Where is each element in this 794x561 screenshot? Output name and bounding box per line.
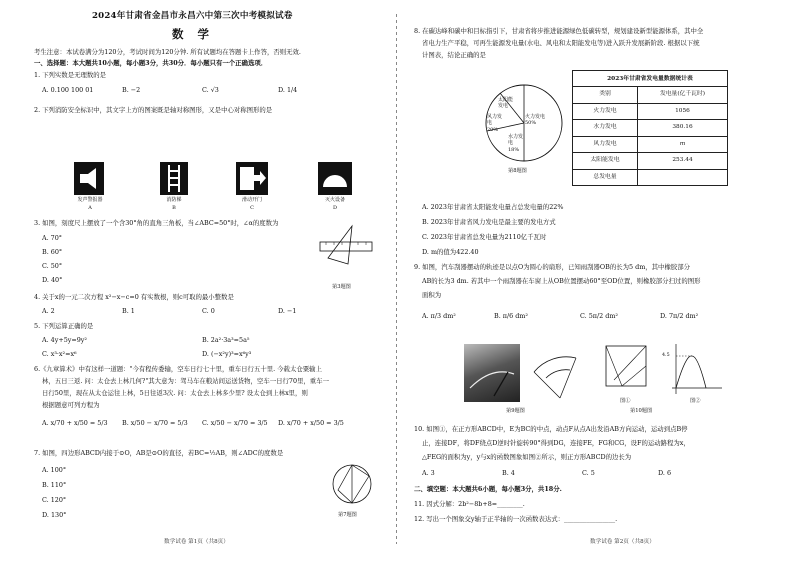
q4-stem: 4. 关于x的一元二次方程 x²−x−c=0 有实数根，则c可取的最小整数是	[34, 293, 234, 301]
table-cell: 水力发电	[573, 120, 638, 137]
q2-letter-b: B	[172, 205, 176, 211]
table-header-cell: 类别	[573, 87, 638, 104]
table-cell: 总发电量	[573, 169, 638, 186]
q10-stem-line-3: △FEG的面积为y，y与x的函数图象如图②所示，则正方形ABCD的边长为	[422, 453, 632, 461]
q2-sign-label-b: 消防梯	[166, 197, 182, 203]
q10-option-c: C. 5	[582, 469, 595, 477]
q9-sector-figure	[526, 348, 586, 404]
table-cell	[638, 169, 728, 186]
exam-notice: 考生注意：本试卷满分为120分，考试时间为120分钟. 所有试题均在答题卡上作答，否则无效.	[34, 48, 301, 56]
q2-stem: 2. 下列消防安全标识中，其文字上方的图案既是轴对称图形，又是中心对称图形的是	[34, 106, 273, 114]
table-cell: 1056	[638, 103, 728, 120]
q2-sign-label-d: 灭火设备	[324, 197, 345, 203]
q5-option-b: B. 2a²·3a³=5a⁵	[202, 336, 250, 344]
q7-circle-figure	[330, 460, 374, 508]
section-1-heading: 一、选择题：本大题共10小题，每小题3分，共30分．每小题只有一个正确选项．	[34, 59, 268, 67]
q2-sign-label-c: 滑动开门	[241, 197, 262, 203]
section-2-heading: 二、填空题：本大题共6小题，每小题3分，共18分.	[414, 485, 562, 493]
q5-option-a: A. 4y+5y=9y²	[42, 336, 87, 344]
q9-option-b: B. π/6 dm²	[494, 312, 528, 320]
sliding-door-sign-icon	[236, 162, 268, 195]
q8-option-a: A. 2023年甘肃省太阳能发电量占总发电量的22%	[422, 203, 564, 211]
q6-stem-line-1: 6.《九章算术》中有这样一道题："今有程传委输，空车日行七十里，重车日行五十里. 今载太仓粟输上	[34, 365, 322, 373]
q5-stem: 5. 下列运算正确的是	[34, 322, 94, 330]
left-page	[0, 0, 396, 561]
q6-option-b: B. x/50 − x/70 = 5/3	[122, 419, 188, 427]
q4-option-b: B. 1	[122, 307, 135, 315]
q10-stem-line-2: 止，连接DF，将DF绕点D逆时针旋转90°得到DG，连接FE，FG和CG，设F的运动路程为x，	[422, 439, 690, 447]
q8-table-title: 2023年甘肃省发电量数据统计表	[607, 76, 693, 82]
q2-letter-c: C	[250, 205, 254, 211]
alarm-sign-icon	[74, 162, 104, 195]
q10-option-b: B. 4	[502, 469, 515, 477]
q9-stem-line-2: AB的长为3 dm. 若其中一个雨刮器在车窗上从OB位置摆动60°至OD位置，则橡胶部分扫过的图形	[422, 277, 701, 285]
right-page	[398, 0, 794, 561]
page-divider	[396, 14, 397, 544]
q9-stem-line-3: 面积为	[422, 291, 442, 299]
q1-stem: 1. 下列实数是无理数的是	[34, 71, 107, 79]
q8-stem-line-1: 8. 在碳达峰和碳中和目标指引下，甘肃省将步推进能源绿色低碳转型，规划建设新型能源体系，其中全	[414, 27, 704, 35]
table-cell: 380.16	[638, 120, 728, 137]
q1-option-a: A. 0.100 100 01	[42, 86, 94, 94]
q9-figure-caption: 第9题图	[506, 408, 525, 414]
q10-function-graph	[666, 342, 724, 396]
q8-data-table	[572, 86, 728, 186]
q8-table-title-box	[572, 70, 728, 87]
q9-option-c: C. 5π/2 dm²	[580, 312, 618, 320]
q6-stem-line-3: 日行50里，现在从太仓运往上林，5日往返3次. 问：太仓去上林多少里? 设太仓到上林x里，则	[42, 389, 308, 397]
q5-option-c: C. x³·x²=x⁶	[42, 350, 77, 358]
q3-figure-caption: 第3题图	[332, 284, 351, 290]
q7-stem: 7. 如图，四边形ABCD内接于⊙O，AB是⊙O的直径，若BC=½AB，则∠ADC的度数是	[34, 449, 284, 457]
q10-figure-caption: 第10题图	[630, 408, 653, 414]
q4-option-c: C. 0	[202, 307, 215, 315]
q8-stem-line-3: 计图表，结论正确的是	[422, 51, 486, 59]
table-row	[573, 120, 728, 137]
q6-option-c: C. x/50 − x/70 = 3/5	[202, 419, 268, 427]
q5-option-d: D. (−x²y)³=x⁶y³	[202, 350, 252, 358]
q10-square-figure	[600, 340, 652, 398]
q10-graph-axis-value: 4.5	[662, 353, 670, 358]
table-cell: 太阳能发电	[573, 153, 638, 170]
table-row	[573, 169, 728, 186]
left-page-footer: 数学试卷 第1页（共8页）	[164, 539, 229, 545]
q1-option-d: D. 1/4	[278, 86, 298, 94]
q10-option-a: A. 3	[422, 469, 435, 477]
q3-option-b: B. 60°	[42, 248, 63, 256]
q9-stem-line-1: 9. 如图，汽车刮器摆动的轨迹是以点O为圆心的扇形，已知雨刮器OB的长为5 dm，其中橡胶部分	[414, 263, 691, 271]
right-page-footer: 数学试卷 第2页（共8页）	[590, 539, 655, 545]
q8-stem-line-2: 省电力生产平稳，可再生能源发电量(水电、风电和太阳能发电等)进入跃升发展新阶段. 根据以下统	[422, 39, 700, 47]
q10-figure-1-label: 图①	[620, 398, 631, 404]
q8-option-c: C. 2023年甘肃省总发电量为2110亿千瓦时	[422, 233, 547, 241]
ladder-sign-icon	[160, 162, 188, 195]
q4-option-a: A. 2	[42, 307, 55, 315]
table-row	[573, 103, 728, 120]
fire-equipment-sign-icon	[318, 162, 352, 195]
q6-option-a: A. x/70 + x/50 = 5/3	[42, 419, 108, 427]
table-cell: 253.44	[638, 153, 728, 170]
pie-label-thermal: 火力发电 50%	[525, 114, 546, 127]
q10-stem-line-1: 10. 如图①，在正方形ABCD中，E为BC的中点，动点F从点A出发沿AB方向运动，运动到点B停	[414, 425, 688, 433]
q7-figure-caption: 第7题图	[338, 512, 357, 518]
q3-option-a: A. 70°	[42, 234, 63, 242]
q7-option-d: D. 130°	[42, 511, 67, 519]
q3-option-d: D. 40°	[42, 276, 63, 284]
q12-stem: 12. 写出一个图象交y轴于正半轴的一次函数表达式：________________.	[414, 515, 618, 523]
table-cell: 火力发电	[573, 103, 638, 120]
q1-option-c: C. √3	[202, 86, 219, 94]
subject-title: 数学	[172, 27, 223, 41]
q9-windshield-photo	[464, 344, 520, 402]
table-cell: 风力发电	[573, 136, 638, 153]
q3-ruler-triangle-figure	[318, 224, 374, 278]
table-cell: m	[638, 136, 728, 153]
q4-option-d: D. −1	[278, 307, 297, 315]
table-row	[573, 136, 728, 153]
q9-option-a: A. π/3 dm²	[422, 312, 456, 320]
q8-option-b: B. 2023年甘肃省风力发电是最主要的发电方式	[422, 218, 556, 226]
table-header-cell: 发电量(亿千瓦时)	[638, 87, 728, 104]
q2-letter-a: A	[88, 205, 92, 211]
q6-option-d: D. x/70 + x/50 = 3/5	[278, 419, 344, 427]
q7-option-c: C. 120°	[42, 496, 67, 504]
q6-stem-line-2: 林，五日三返. 问：太仓去上林几何?"其大意为：驾马车在粮站间运送货物，空车一日行70里，重车一	[42, 377, 329, 385]
pie-label-hydro: 水力发电 18%	[508, 134, 524, 153]
q7-option-a: A. 100°	[42, 466, 67, 474]
q7-option-b: B. 110°	[42, 481, 67, 489]
q11-stem: 11. 因式分解：2b²−8b+8=________.	[414, 500, 525, 508]
q8-figure-caption: 第8题图	[508, 168, 527, 174]
q3-stem: 3. 如图，刻度尺上摆放了一个含30°角的直角三角板，当∠ABC=50°时，∠α的度数为	[34, 219, 279, 227]
q10-figure-2-label: 图②	[690, 398, 701, 404]
q9-option-d: D. 7π/2 dm²	[660, 312, 699, 320]
table-row	[573, 153, 728, 170]
pie-label-solar: 太阳能发电	[498, 97, 514, 110]
q10-option-d: D. 6	[658, 469, 672, 477]
q1-option-b: B. −2	[122, 86, 141, 94]
q8-option-d: D. m的值为422.40	[422, 248, 479, 256]
exam-title: 2024年甘肃省金昌市永昌六中第三次中考模拟试卷	[92, 11, 293, 21]
table-header-row	[573, 87, 728, 104]
q2-letter-d: D	[332, 205, 337, 211]
q2-sign-label-a: 发声警报器	[77, 197, 103, 203]
q3-option-c: C. 50°	[42, 262, 63, 270]
pie-label-wind: 风力发电 20%	[487, 114, 503, 133]
q6-stem-line-4: 根据题意可列方程为	[42, 401, 100, 409]
